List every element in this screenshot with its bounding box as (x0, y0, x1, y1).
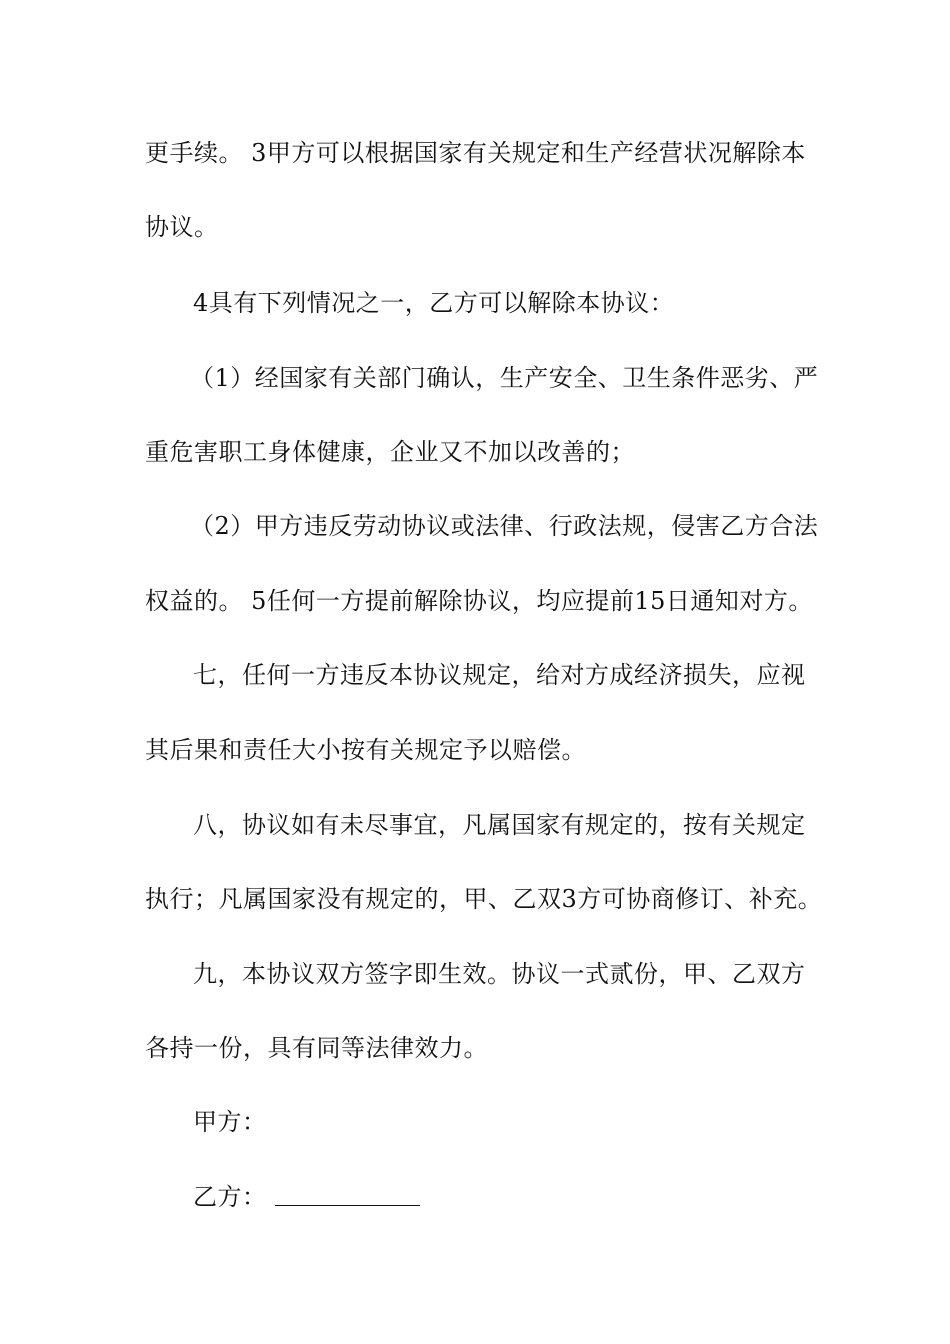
paragraph-line: 执行；凡属国家没有规定的，甲、乙双3方可协商修订、补充。 (145, 885, 823, 913)
paragraph-line: 八，协议如有未尽事宜，凡属国家有规定的，按有关规定 (193, 811, 806, 839)
party-b-signature-line (275, 1205, 420, 1206)
paragraph-line: 协议。 (145, 213, 219, 241)
paragraph-line: 各持一份，具有同等法律效力。 (145, 1034, 488, 1062)
party-b-label: 乙方： (193, 1183, 267, 1211)
paragraph-line: 更手续。 3甲方可以根据国家有关规定和生产经营状况解除本 (145, 139, 806, 167)
paragraph-line: 权益的。 5任何一方提前解除协议，均应提前15日通知对方。 (145, 587, 813, 615)
paragraph-line: （1）经国家有关部门确认，生产安全、卫生条件恶劣、严 (190, 364, 819, 392)
paragraph-line: 重危害职工身体健康，企业又不加以改善的； (145, 438, 635, 466)
paragraph-line: （2）甲方违反劳动协议或法律、行政法规，侵害乙方合法 (190, 512, 819, 540)
paragraph-line: 七，任何一方违反本协议规定，给对方成经济损失，应视 (193, 661, 806, 689)
party-a-label: 甲方： (193, 1108, 267, 1136)
paragraph-line: 其后果和责任大小按有关规定予以赔偿。 (145, 736, 586, 764)
paragraph-line: 九，本协议双方签字即生效。协议一式贰份，甲、乙双方 (193, 960, 806, 988)
paragraph-line: 4具有下列情况之一，乙方可以解除本协议： (193, 289, 675, 317)
